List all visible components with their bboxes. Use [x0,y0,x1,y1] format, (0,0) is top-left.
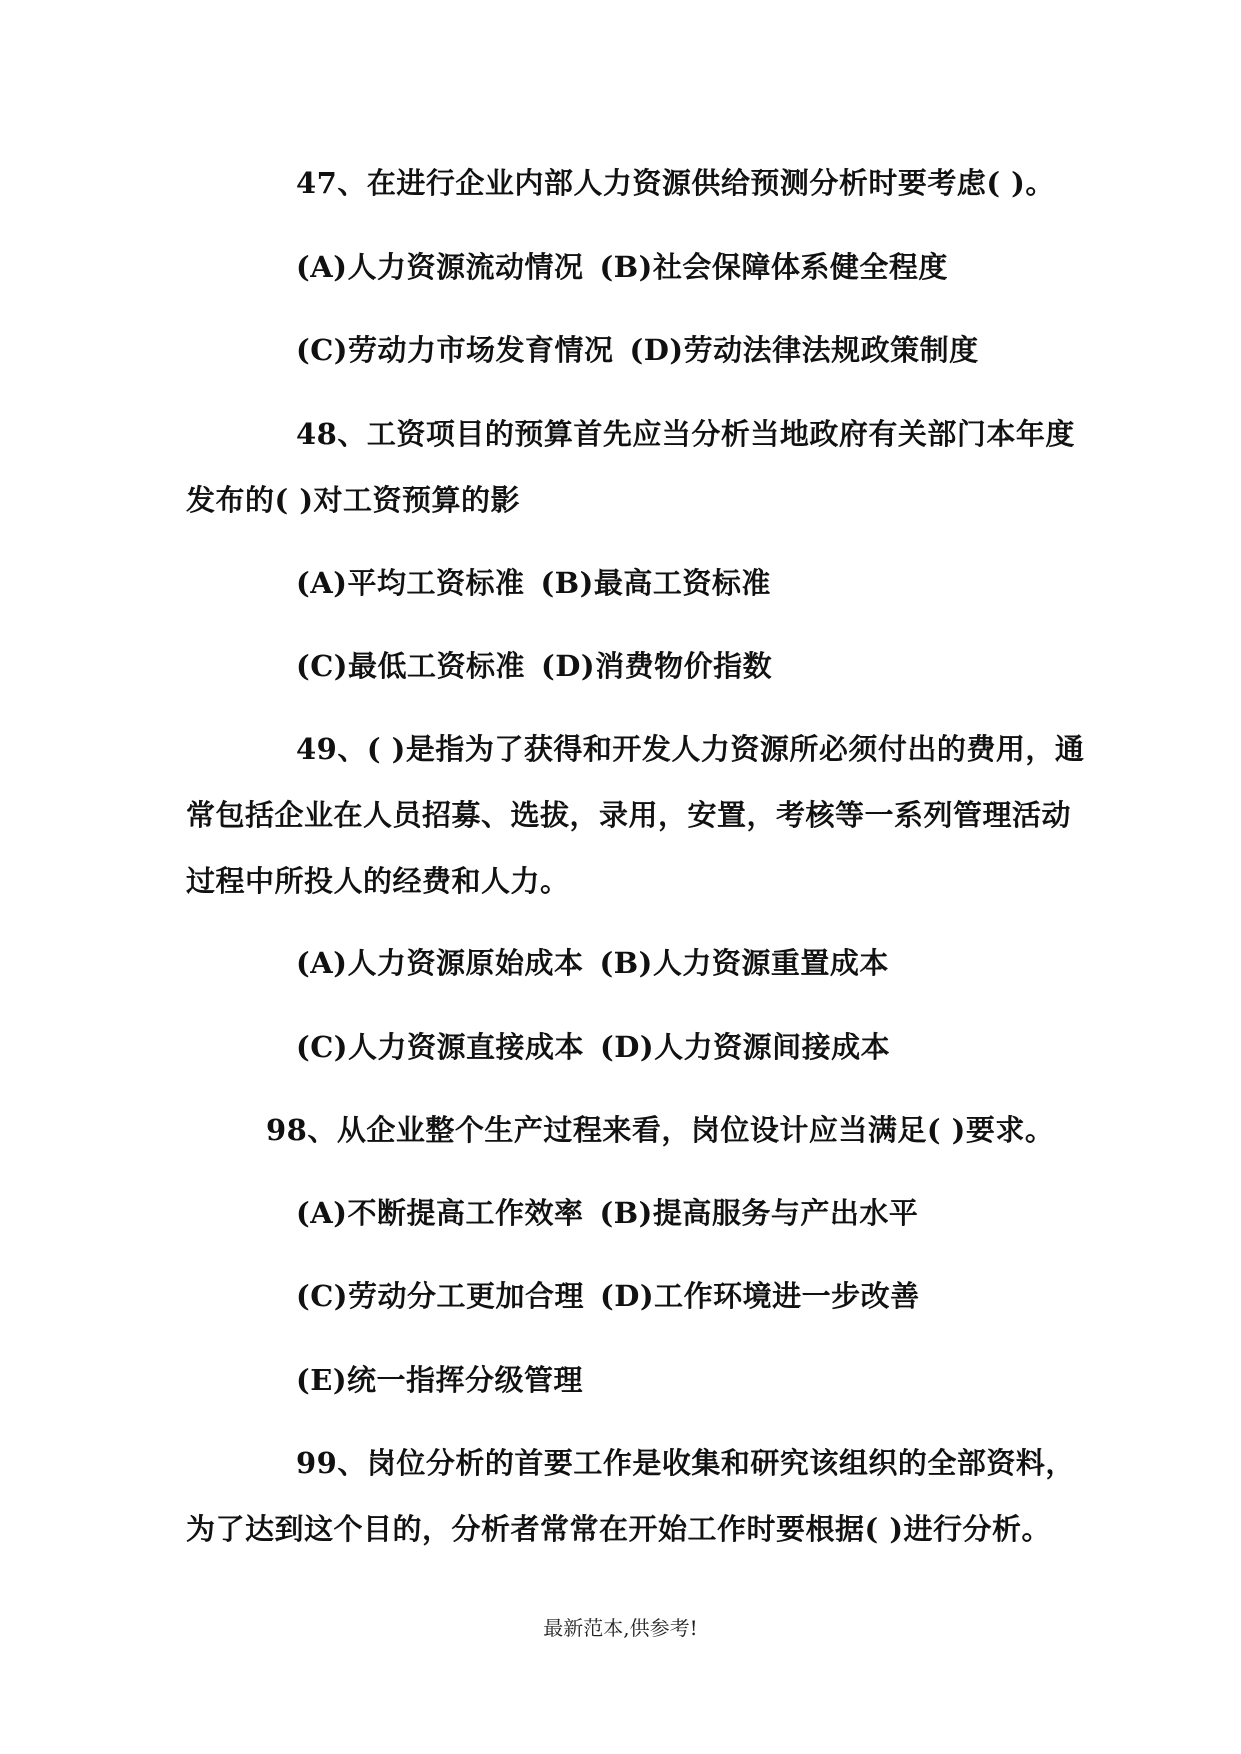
q48-option-b: (B)最高工资标准 [540,566,771,600]
q49-options-row-1 [296,943,889,983]
q49-option-d: (D)人力资源间接成本 [600,1030,891,1064]
q47-options-row-2 [296,330,979,370]
page-footer: 最新范本,供参考! [543,1616,698,1640]
q48-option-d: (D)消费物价指数 [541,649,773,683]
q47-stem: 47、在进行企业内部人力资源供给预测分析时要考虑( )。 [296,166,1055,200]
q49-stem-line-1: 49、( )是指为了获得和开发人力资源所必须付出的费用，通 [296,732,1085,766]
q49-option-b: (B)人力资源重置成本 [599,946,889,980]
q48-stem-line-2: 发布的( )对工资预算的影 [186,483,521,517]
q49-stem-line-3: 过程中所投人的经费和人力。 [186,864,570,898]
q47-option-c: (C)劳动力市场发育情况 [296,333,614,367]
q98-option-e: (E)统一指挥分级管理 [296,1363,584,1397]
q98-option-d: (D)工作环境进一步改善 [600,1279,920,1313]
q47-option-a: (A)人力资源流动情况 [296,250,584,284]
q98-stem: 98、从企业整个生产过程来看，岗位设计应当满足( )要求。 [266,1113,1055,1147]
q99-stem-line-2: 为了达到这个目的，分析者常常在开始工作时要根据( )进行分析。 [186,1512,1052,1546]
q48-option-a: (A)平均工资标准 [296,566,525,600]
q98-options-row-1 [296,1193,918,1233]
q49-option-c: (C)人力资源直接成本 [296,1030,585,1064]
q47-options-row-1 [296,247,948,287]
q49-option-a: (A)人力资源原始成本 [296,946,584,980]
q48-options-row-1 [296,563,771,603]
q49-options-row-2 [296,1027,890,1067]
q48-stem-line-1: 48、工资项目的预算首先应当分析当地政府有关部门本年度 [296,417,1075,451]
q47-option-b: (B)社会保障体系健全程度 [599,250,948,284]
q49-stem-line-2: 常包括企业在人员招募、选拔，录用，安置，考核等一系列管理活动 [186,798,1072,832]
q99-stem-line-1: 99、岗位分析的首要工作是收集和研究该组织的全部资料， [296,1446,1075,1480]
q98-option-c: (C)劳动分工更加合理 [296,1279,585,1313]
q48-option-c: (C)最低工资标准 [296,649,526,683]
q98-options-row-2 [296,1276,920,1316]
q98-option-b: (B)提高服务与产出水平 [599,1196,919,1230]
q98-option-a: (A)不断提高工作效率 [296,1196,584,1230]
q48-options-row-2 [296,646,772,686]
q47-option-d: (D)劳动法律法规政策制度 [629,333,979,367]
